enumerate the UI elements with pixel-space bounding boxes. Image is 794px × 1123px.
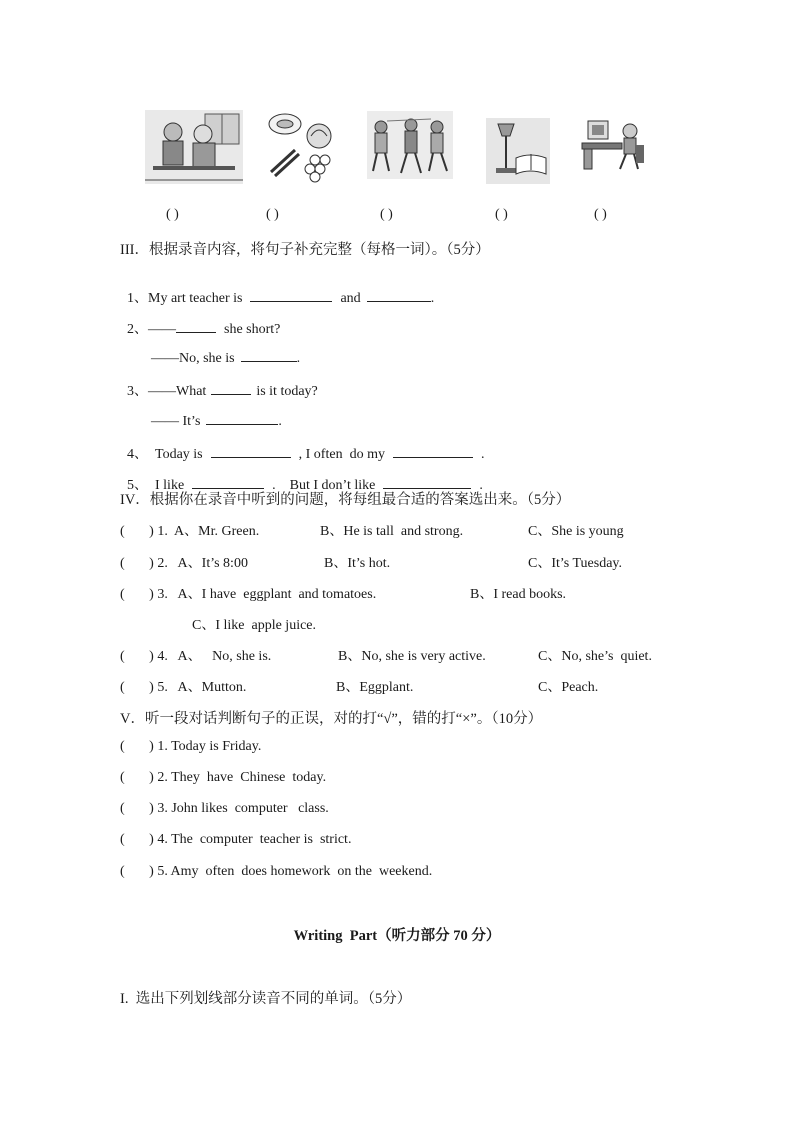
s3-item-4-text: 4、 Today is: [127, 447, 203, 462]
s3-item-2-reply-text: ——No, she is: [151, 351, 235, 366]
s4-q4-a: ( ) 4. A、 No, she is.: [120, 649, 272, 664]
s4-q5-c: C、Peach.: [538, 680, 599, 695]
s3-blank: [176, 320, 216, 333]
picture-answer-3: ( ): [380, 207, 393, 222]
section-5-heading: V．听一段对话判断句子的正误，对的打“√”，错的打“×”。（10分）: [120, 711, 543, 727]
s3-blank: [367, 289, 431, 302]
s3-item-2-text: 2、——: [127, 322, 176, 337]
picture-teachers-talking: [145, 110, 243, 184]
picture-answer-1: ( ): [166, 207, 179, 222]
s4-q4-c: C、No, she’s quiet.: [538, 649, 652, 664]
s3-item-1-mid: and: [340, 291, 361, 306]
s4-q3-b: B、I read books.: [470, 587, 567, 602]
s3-item-5-mid: . But I don’t like: [272, 478, 376, 493]
s4-q2-a: ( ) 2. A、It’s 8:00: [120, 556, 248, 571]
s4-q5-a: ( ) 5. A、Mutton.: [120, 680, 247, 695]
s3-item-1-end: .: [430, 291, 435, 306]
s3-item-2-reply: [144, 333, 300, 367]
s4-q3-c: C、I like apple juice.: [192, 618, 317, 633]
s5-item-3: ( ) 3. John likes computer class.: [120, 801, 329, 816]
s3-item-3-reply-end: .: [278, 414, 282, 429]
s3-item-4-mid: , I often do my: [298, 447, 385, 462]
picture-fruit-food: [265, 110, 337, 184]
s5-item-2: ( ) 2. They have Chinese today.: [120, 770, 327, 785]
s4-q5-b: B、Eggplant.: [336, 680, 414, 695]
picture-book-lamp: [486, 118, 550, 184]
s3-item-3-text: 3、——What: [127, 384, 207, 399]
picture-answer-2: ( ): [266, 207, 279, 222]
picture-computer-desk: [580, 117, 648, 177]
writing-part-title: Writing Part（听力部分 70 分）: [293, 928, 501, 944]
s4-q1-b: B、He is tall and strong.: [320, 524, 464, 539]
s5-item-4: ( ) 4. The computer teacher is strict.: [120, 832, 352, 847]
s3-item-5-end: .: [479, 478, 483, 493]
s3-item-2-rest: she short?: [224, 322, 281, 337]
s4-q3-a: ( ) 3. A、I have eggplant and tomatoes.: [120, 587, 377, 602]
s3-item-3-reply-text: —— It’s: [151, 414, 201, 429]
s3-blank: [211, 382, 251, 395]
section-3-heading: III．根据录音内容，将句子补充完整（每格一词）。（5分）: [120, 242, 490, 258]
s3-item-5-text: 5、 I like: [127, 478, 185, 493]
s3-blank: [393, 445, 473, 458]
writing-section-1-heading: I. 选出下列划线部分读音不同的单词。（5分）: [120, 991, 412, 1007]
section-4-heading: IV．根据你在录音中听到的问题，将每组最合适的答案选出来。（5分）: [120, 492, 571, 508]
s4-q1-c: C、She is young: [528, 524, 624, 539]
s5-item-1: ( ) 1. Today is Friday.: [120, 739, 262, 754]
s4-q4-b: B、No, she is very active.: [338, 649, 486, 664]
s4-q2-b: B、It’s hot.: [324, 556, 391, 571]
s3-item-3: [120, 364, 318, 400]
s3-blank: [250, 289, 332, 302]
picture-answer-4: ( ): [495, 207, 508, 222]
s3-item-4-end: .: [480, 447, 485, 462]
s3-item-1-text: 1、My art teacher is: [127, 291, 243, 306]
s3-blank: [206, 412, 278, 425]
picture-kids-playing: [367, 111, 453, 179]
s3-item-2-reply-end: .: [296, 351, 301, 366]
picture-answer-5: ( ): [594, 207, 607, 222]
s3-blank: [241, 349, 297, 362]
s4-q1-a: ( ) 1. A、Mr. Green.: [120, 524, 260, 539]
s3-blank: [211, 445, 291, 458]
s5-item-5: ( ) 5. Amy often does homework on the weekend.: [120, 864, 433, 879]
s3-item-3-rest: is it today?: [256, 384, 318, 399]
s4-q2-c: C、It’s Tuesday.: [528, 556, 623, 571]
s3-item-3-reply: [144, 396, 282, 430]
